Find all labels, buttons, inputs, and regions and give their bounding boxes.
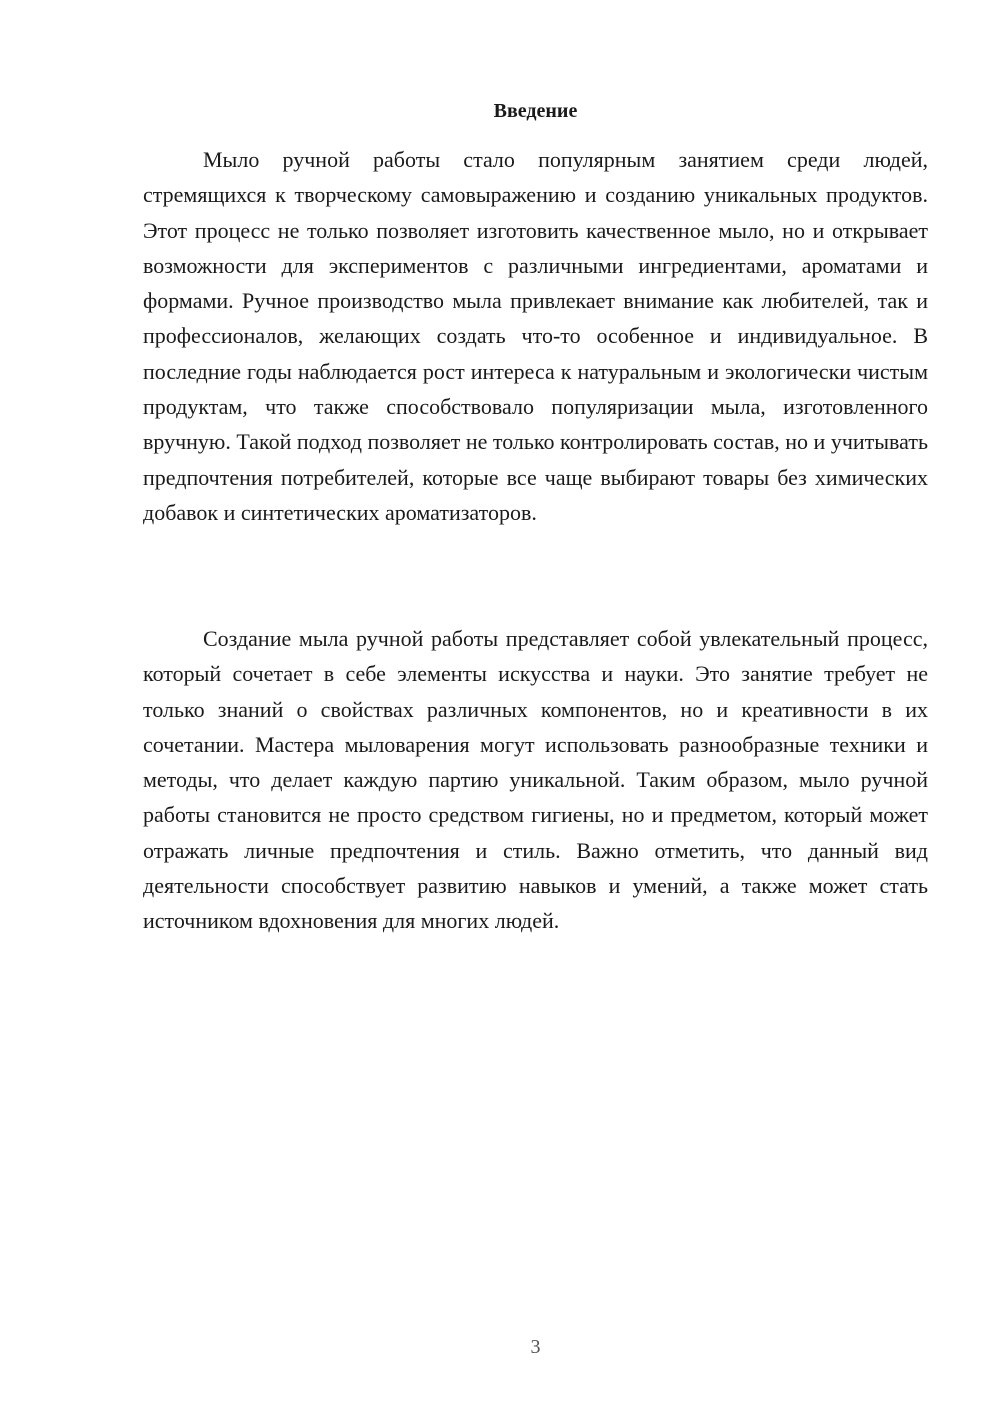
page-number: 3 (530, 1336, 541, 1358)
paragraph: Создание мыла ручной работы представляет собой увлекательный процесс, который сочетает в себе элементы искусства и науки. Это занятие требует не только знаний о свойствах различных компонентов, но и креативности в их сочетании. Мастера мыловарения могут использовать разнообразные техники и методы, что делает каждую партию уникальной. Таким образом, мыло ручной работы становится не просто средством гигиены, но и предметом, который может отражать личные предпочтения и стиль. Важно отметить, что данный вид деятельности способствует развитию навыков и умений, а также может стать источником вдохновения для многих людей. (143, 626, 928, 934)
paragraph: Мыло ручной работы стало популярным занятием среди людей, стремящихся к творческому самовыражению и созданию уникальных продуктов. Этот процесс не только позволяет изготовить качественное мыло, но и открывает возможности для экспериментов с различными ингредиентами, ароматами и формами. Ручное производство мыла привлекает внимание как любителей, так и профессионалов, желающих создать что-то особенное и индивидуальное. В последние годы наблюдается рост интереса к натуральным и экологически чистым продуктам, что также способствовало популяризации мыла, изготовленного вручную. Такой подход позволяет не только контролировать состав, но и учитывать предпочтения потребителей, которые все чаще выбирают товары без химических добавок и синтетических ароматизаторов. (143, 147, 928, 525)
page-title: Введение (493, 100, 578, 122)
